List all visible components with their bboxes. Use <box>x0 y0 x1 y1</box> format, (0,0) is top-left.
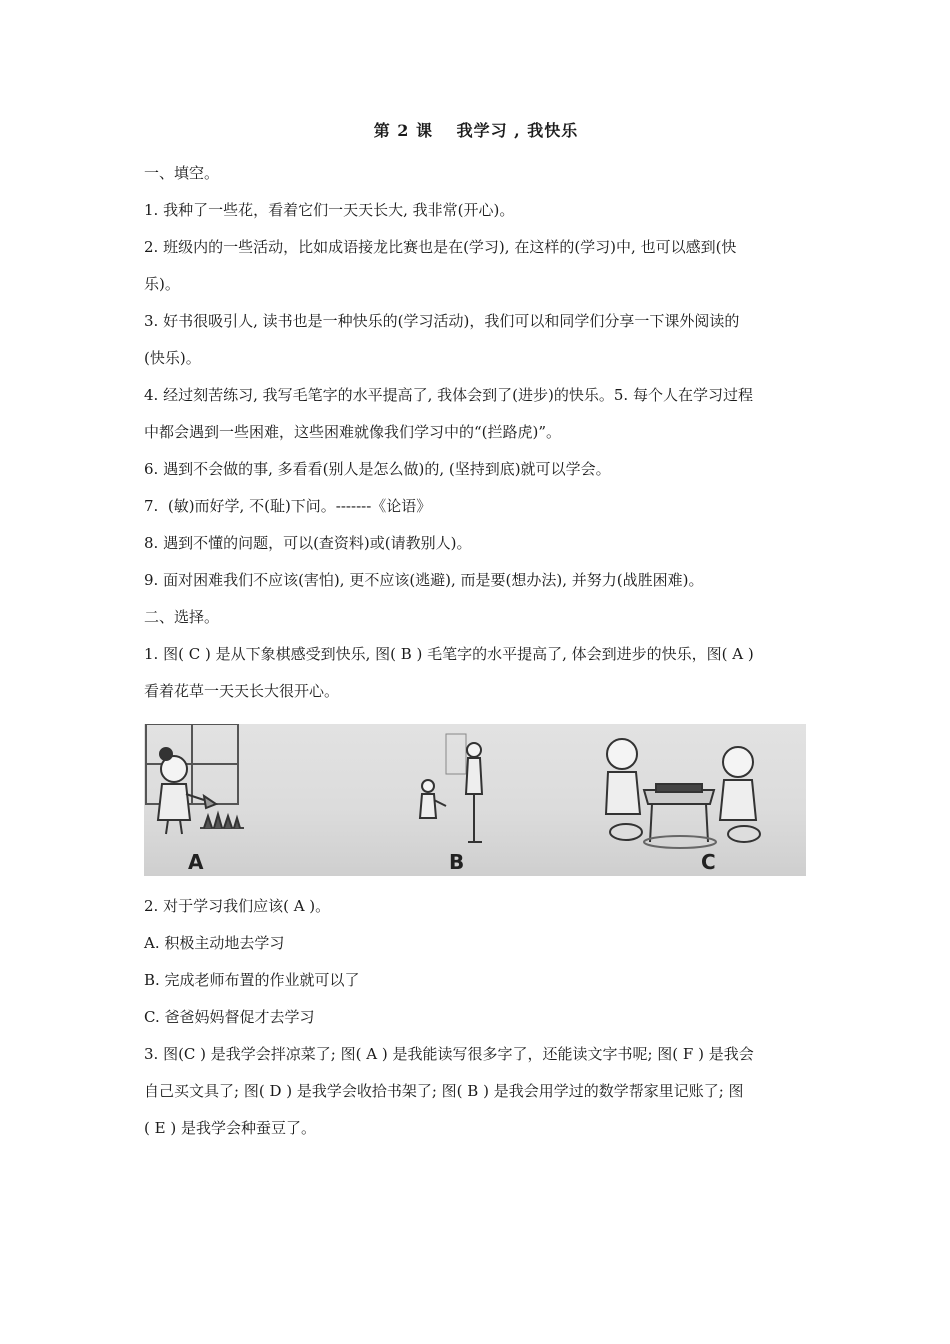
fill-blank-line: 3. 好书很吸引人, 读书也是一种快乐的(学习活动)，我们可以和同学们分享一下课外阅读的 <box>144 312 740 330</box>
fill-blank-line: 1. 我种了一些花，看着它们一天天长大, 我非常(开心)。 <box>144 201 515 219</box>
figure-c-chess-players <box>606 739 760 848</box>
figure-label-b: B <box>449 850 465 874</box>
fill-blank-line: (快乐)。 <box>144 349 201 367</box>
figure-label-c: C <box>701 850 716 874</box>
choice-option: A. 积极主动地去学习 <box>144 934 285 952</box>
section-heading-fill-blank: 一、填空。 <box>144 164 220 182</box>
fill-blank-line: 中都会遇到一些困难，这些困难就像我们学习中的“(拦路虎)”。 <box>144 423 562 441</box>
fill-blank-line: 7. (敏)而好学, 不(耻)下问。-------《论语》 <box>144 497 432 515</box>
figure-b-calligraphy <box>420 734 482 842</box>
section-heading-choice: 二、选择。 <box>144 608 220 626</box>
figure-label-a: A <box>188 850 204 874</box>
choice-question-line: 2. 对于学习我们应该( A )。 <box>144 897 331 915</box>
choice-question-line: ( E ) 是我学会种蚕豆了。 <box>144 1119 316 1137</box>
choice-question-line: 看着花草一天天长大很开心。 <box>144 682 340 700</box>
fill-blank-line: 2. 班级内的一些活动，比如成语接龙比赛也是在(学习), 在这样的(学习)中, 也可以感到(快 <box>144 238 737 256</box>
fill-blank-line: 9. 面对困难我们不应该(害怕), 更不应该(逃避), 而是要(想办法), 并努力(战胜困难)。 <box>144 571 704 589</box>
worksheet-page <box>144 118 808 1147</box>
page-title: 第 2 课 我学习 , 我快乐 <box>373 121 579 140</box>
fill-blank-line: 4. 经过刻苦练习, 我写毛笔字的水平提高了, 我体会到了(进步)的快乐。5. 每个人在学习过程 <box>144 386 753 404</box>
choice-question-line: 1. 图( C ) 是从下象棋感受到快乐, 图( B ) 毛笔字的水平提高了, 体会到进步的快乐，图( A ) <box>144 645 754 663</box>
fill-blank-line: 乐)。 <box>144 275 180 293</box>
illustration-figure <box>144 724 806 876</box>
choice-option: B. 完成老师布置的作业就可以了 <box>144 971 360 989</box>
fill-blank-line: 8. 遇到不懂的问题，可以(查资料)或(请教别人)。 <box>144 534 472 552</box>
figure-a-girl-watering-flowers <box>146 724 244 834</box>
choice-option: C. 爸爸妈妈督促才去学习 <box>144 1008 315 1026</box>
choice-question-line: 3. 图(C ) 是我学会拌凉菜了; 图( A ) 是我能读写很多字了，还能读文字书呢; 图( F ) 是我会 <box>144 1045 754 1063</box>
fill-blank-line: 6. 遇到不会做的事, 多看看(别人是怎么做)的, (坚持到底)就可以学会。 <box>144 460 611 478</box>
choice-question-line: 自己买文具了; 图( D ) 是我学会收拾书架了; 图( B ) 是我会用学过的数学帮家里记账了; 图 <box>144 1082 744 1100</box>
